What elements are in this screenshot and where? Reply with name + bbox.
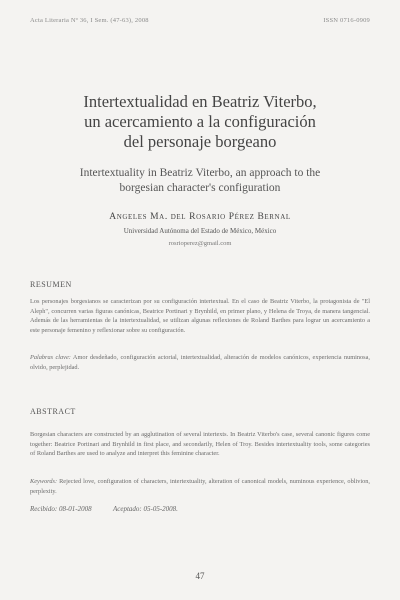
author-email[interactable]: rosrioperez@gmail.com <box>168 240 232 247</box>
title-line: Intertextualidad en Beatriz Viterbo, <box>83 92 317 111</box>
article-title <box>40 92 360 152</box>
journal-issn: ISSN 0716-0909 <box>323 17 370 24</box>
abstract-keywords-text: Rejected love, configuration of characters, intertextuality, alteration of canonical models, numinous experience, oblivion, perplexity. <box>30 478 370 495</box>
article-subtitle <box>40 166 360 196</box>
subtitle-line: Intertextuality in Beatriz Viterbo, an approach to the <box>79 167 321 179</box>
journal-pages: I Sem. (47-63), 2008 <box>90 17 149 24</box>
author-name: Angeles Ma. del Rosario Pérez Bernal <box>109 212 291 222</box>
abstract-keywords-label: Keywords: <box>30 478 58 485</box>
resumen-keywords-label: Palabras clave: <box>30 354 71 361</box>
received-date: Recibido: 08-01-2008 <box>30 505 92 513</box>
running-head <box>30 17 370 24</box>
resumen-keywords <box>30 353 370 372</box>
author-affiliation: Universidad Autónoma del Estado de México, México <box>123 227 277 235</box>
journal-name: Acta Literaria Nº 36, <box>30 17 89 24</box>
title-line: un acercamiento a la configuración <box>84 112 316 131</box>
resumen-heading: RESUMEN <box>30 280 72 289</box>
abstract-text: Borgesian characters are constructed by an agglutination of several intertexts. In Beatriz Viterbo's case, several canonic figures come together: Beatrice Portinari and Brynhild in first place, and secondarily, Helen of Troy. Besides intertextuality tools, some categories of Roland Barthes are used to analyze and interpret this feminine character. <box>30 431 370 457</box>
abstract-keywords <box>30 477 370 496</box>
journal-citation <box>30 17 149 24</box>
accepted-date: Aceptado: 05-05-2008. <box>113 505 178 513</box>
subtitle-line: borgesian character's configuration <box>119 182 281 194</box>
resumen-keywords-text: Amor desdeñado, configuración actorial, intertextualidad, alteración de modelos canónicos, experiencia numinosa, olvido, perplejidad. <box>30 354 371 371</box>
abstract-heading: ABSTRACT <box>30 407 76 416</box>
resumen-text: Los personajes borgesianos se caracterizan por su configuración intertextual. En el caso de Beatriz Viterbo, la protagonista de "El Aleph", concurren varias figuras canónicas, Beatrice Portinari y Brynhild, en primer plano, y Helena de Troya, de manera tangencial. Además de las herramientas de la intertextualidad, se utilizan algunas reflexiones de Roland Barthes para lograr un acercamiento a este personaje femenino y reflexionar sobre su configuración. <box>30 298 370 334</box>
submission-dates <box>30 505 178 513</box>
title-line: del personaje borgeano <box>123 132 277 151</box>
page-number: 47 <box>195 571 205 581</box>
